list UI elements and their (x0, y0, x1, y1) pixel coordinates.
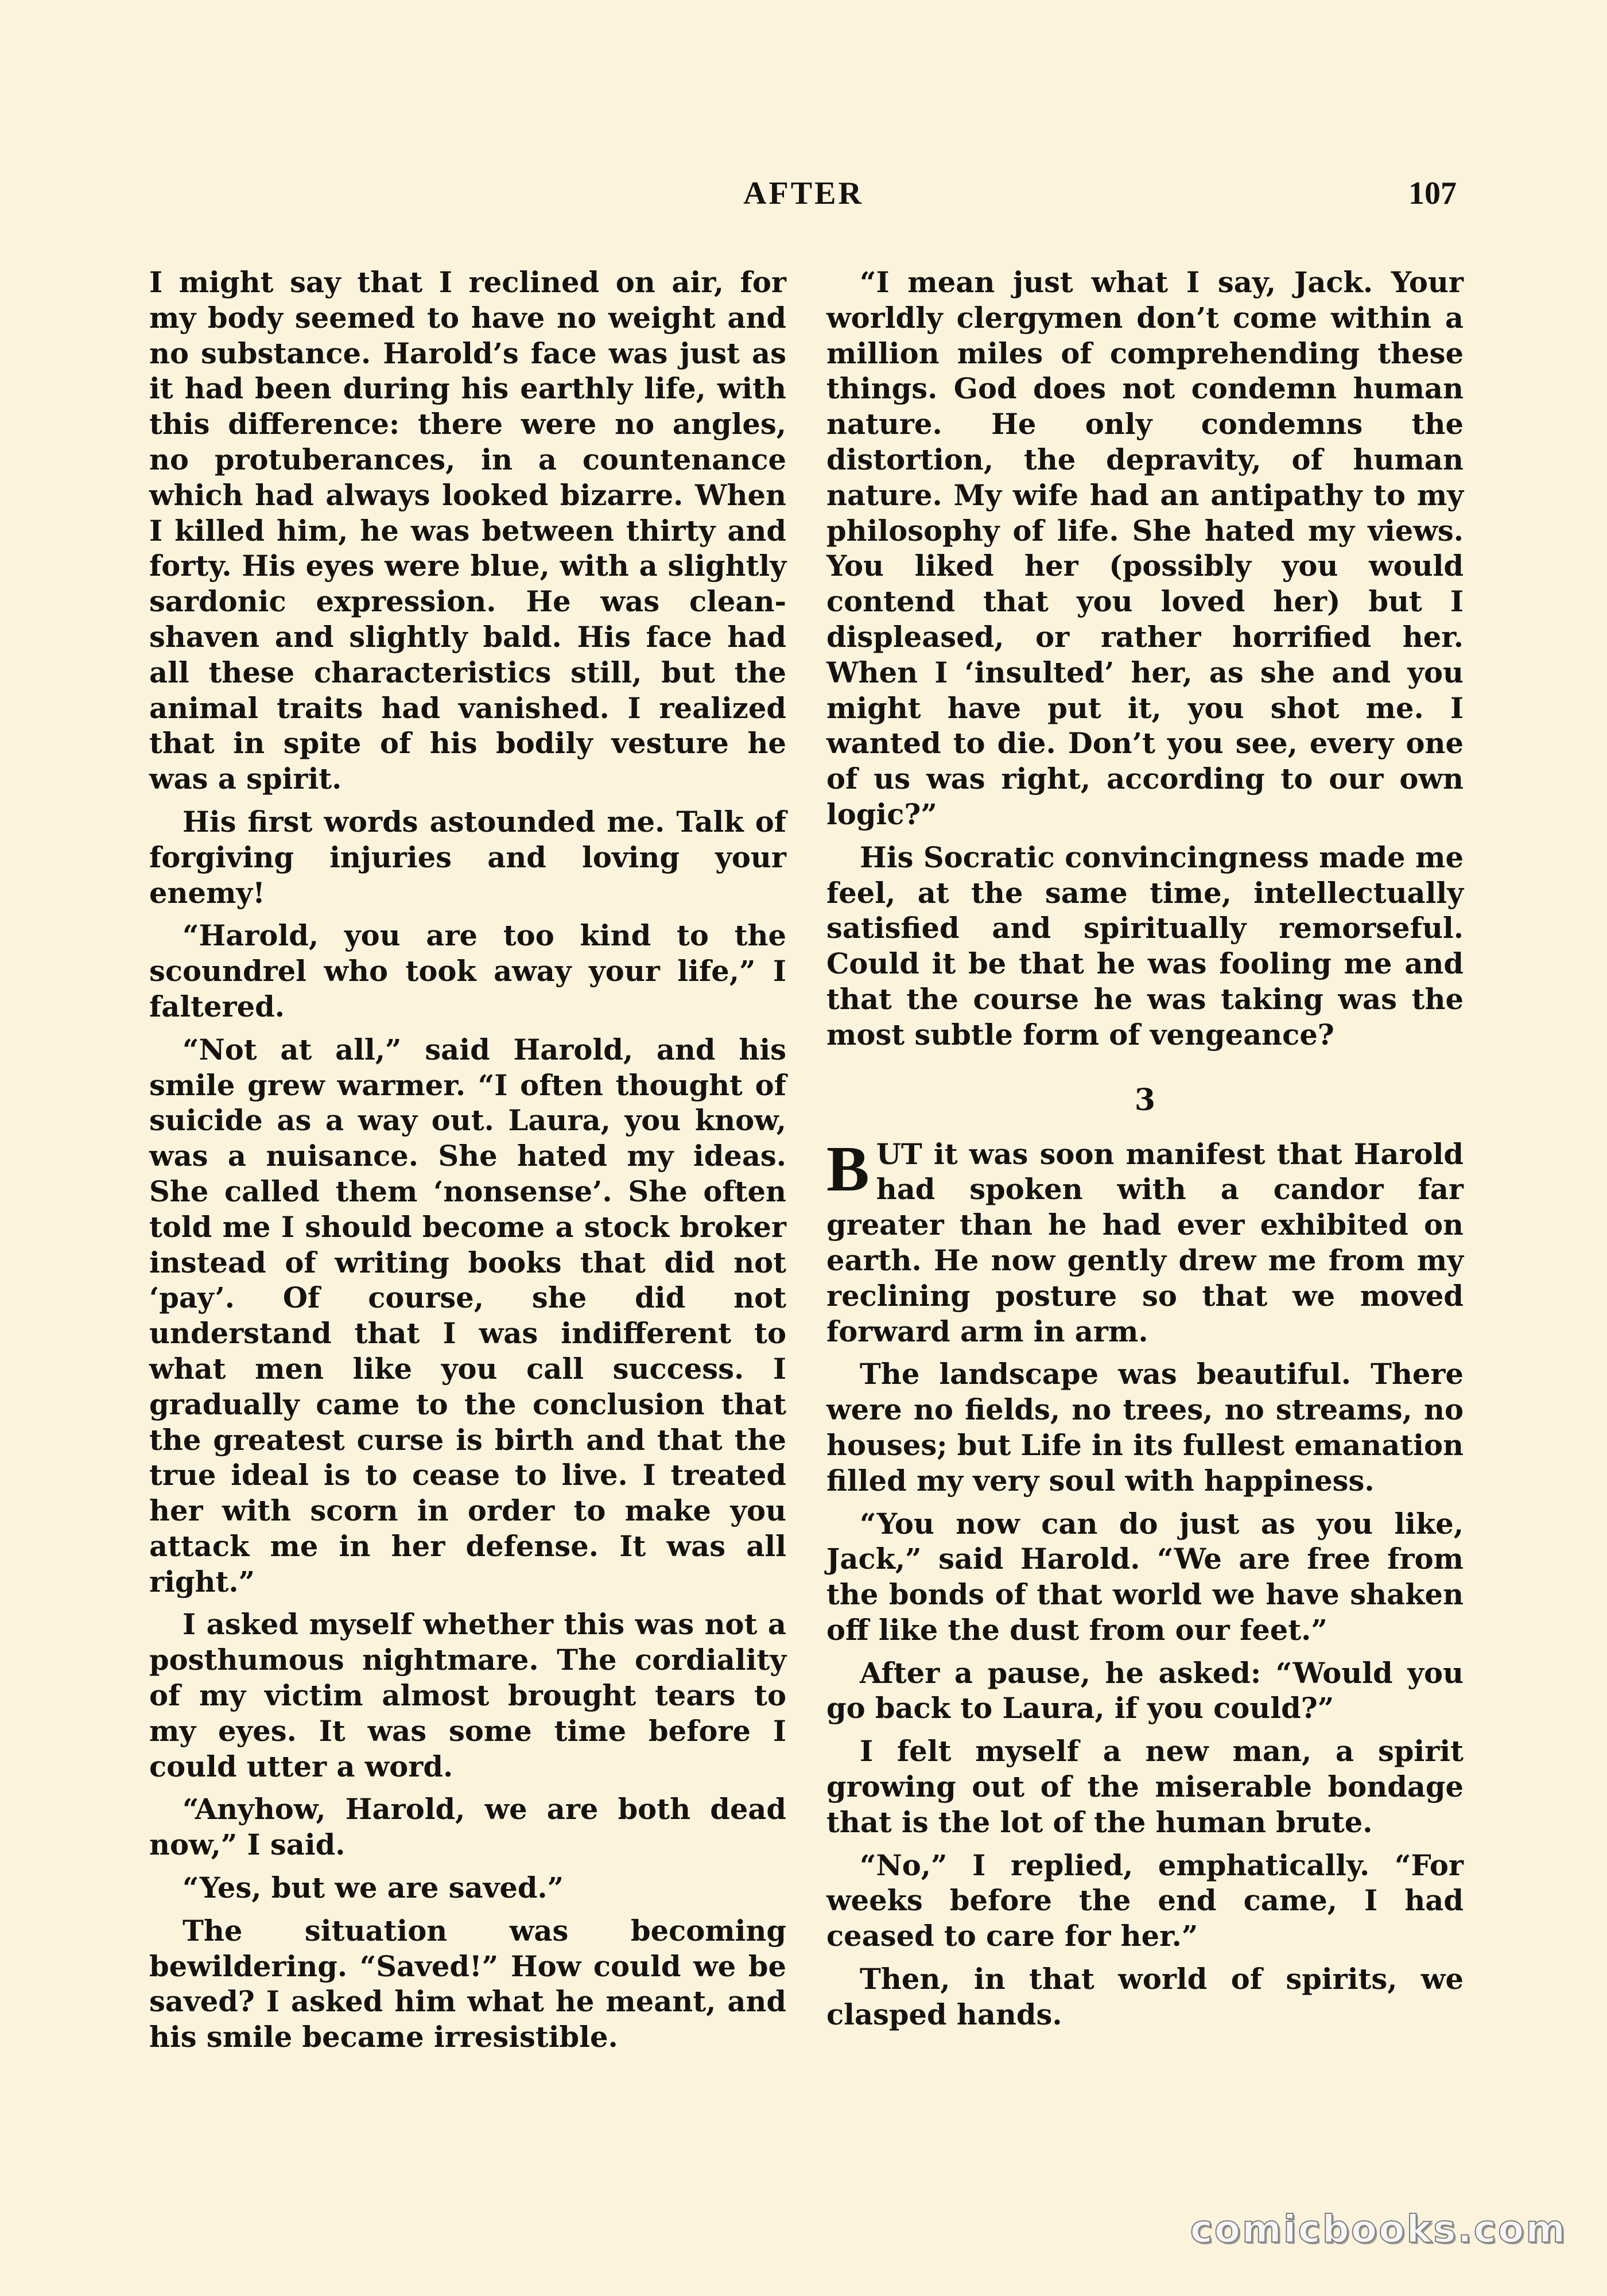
left-column (149, 265, 786, 2063)
running-head (0, 175, 1607, 221)
section-number: 3 (1134, 1082, 1156, 1118)
right-column (826, 265, 1464, 2041)
paragraph: “Anyhow, Harold, we are both dead now,” I said. (149, 1793, 786, 1862)
page-number: 107 (1408, 176, 1457, 211)
paragraph: “You now can do just as you like, Jack,” said Harold. “We are free from the bonds of that world we have shaken off like the dust from our feet.” (826, 1507, 1464, 1647)
site-watermark: comicbooks.com (1190, 2207, 1567, 2251)
paragraph: “Harold, you are too kind to the scoundrel who took away your life,” I faltered. (149, 919, 786, 1023)
paragraph: I felt myself a new man, a spirit growing out of the miserable bondage that is the lot of the human brute. (826, 1735, 1464, 1839)
paragraph: His Socratic convincingness made me feel, at the same time, intellectually satisfied and spiritually remorseful. Could it be that he was fooling me and that the course he was taking was the most subtle form of vengeance? (826, 840, 1464, 1052)
paragraph: Then, in that world of spirits, we clasped hands. (826, 1963, 1464, 2031)
paragraph: I might say that I reclined on air, for my body seemed to have no weight and no substance. Harold’s face was just as it had been during his earthly life, with this difference: there were no angles, no protuberances, in a countenance which had always looked bizarre. When I killed him, he was between thirty and forty. His eyes were blue, with a slightly sardonic expression. He was clean-shaven and slightly bald. His face had all these characteristics still, but the animal traits had vanished. I realized that in spite of his bodily vesture he was a spirit. (149, 266, 786, 796)
paragraph: After a pause, he asked: “Would you go back to Laura, if you could?” (826, 1656, 1464, 1725)
chapter-title: AFTER (743, 176, 864, 211)
dropcap-paragraph-text: UT it was soon manifest that Harold had spoken with a candor far greater than he had ever exhibited on earth. He now gently drew me from my reclining posture so that we moved forward arm in arm. (826, 1137, 1464, 1348)
dropcap-paragraph (826, 1133, 1464, 1350)
paragraph: The situation was becoming bewildering. “Saved!” How could we be saved? I asked him what he meant, and his smile became irresistible. (149, 1914, 786, 2054)
paragraph: “Not at all,” said Harold, and his smile grew warmer. “I often thought of suicide as a way out. Laura, you know, was a nuisance. She hated my ideas. She called them ‘nonsense’. She often told me I should become a stock broker instead of writing books that did not ‘pay’. Of course, she did not understand that I was indifferent to what men like you call success. I gradually came to the conclusion that the greatest curse is birth and that the true ideal is to cease to live. I treated her with scorn in order to make you attack me in her defense. It was all right.” (149, 1033, 786, 1599)
paragraph: “Yes, but we are saved.” (183, 1871, 564, 1905)
paragraph: I asked myself whether this was not a posthumous nightmare. The cordiality of my victim almost brought tears to my eyes. It was some time before I could utter a word. (149, 1608, 786, 1783)
drop-cap-letter: B (826, 1133, 870, 1205)
paragraph: The landscape was beautiful. There were no fields, no trees, no streams, no houses; but Life in its fullest emanation filled my very soul with happiness. (826, 1358, 1464, 1498)
paragraph: His first words astounded me. Talk of forgiving injuries and loving your enemy! (149, 805, 786, 910)
paragraph: “I mean just what I say, Jack. Your worldly clergymen don’t come within a million miles of comprehending these things. God does not condemn human nature. He only condemns the distortion, the depravity, of human nature. My wife had an antipathy to my philosophy of life. She hated my views. You liked her (possibly you would contend that you loved her) but I displeased, or rather horrified her. When I ‘insulted’ her, as she and you might have put it, you shot me. I wanted to die. Don’t you see, every one of us was right, according to our own logic?” (826, 266, 1464, 831)
paragraph: “No,” I replied, emphatically. “For weeks before the end came, I had ceased to care for her.” (826, 1848, 1464, 1953)
